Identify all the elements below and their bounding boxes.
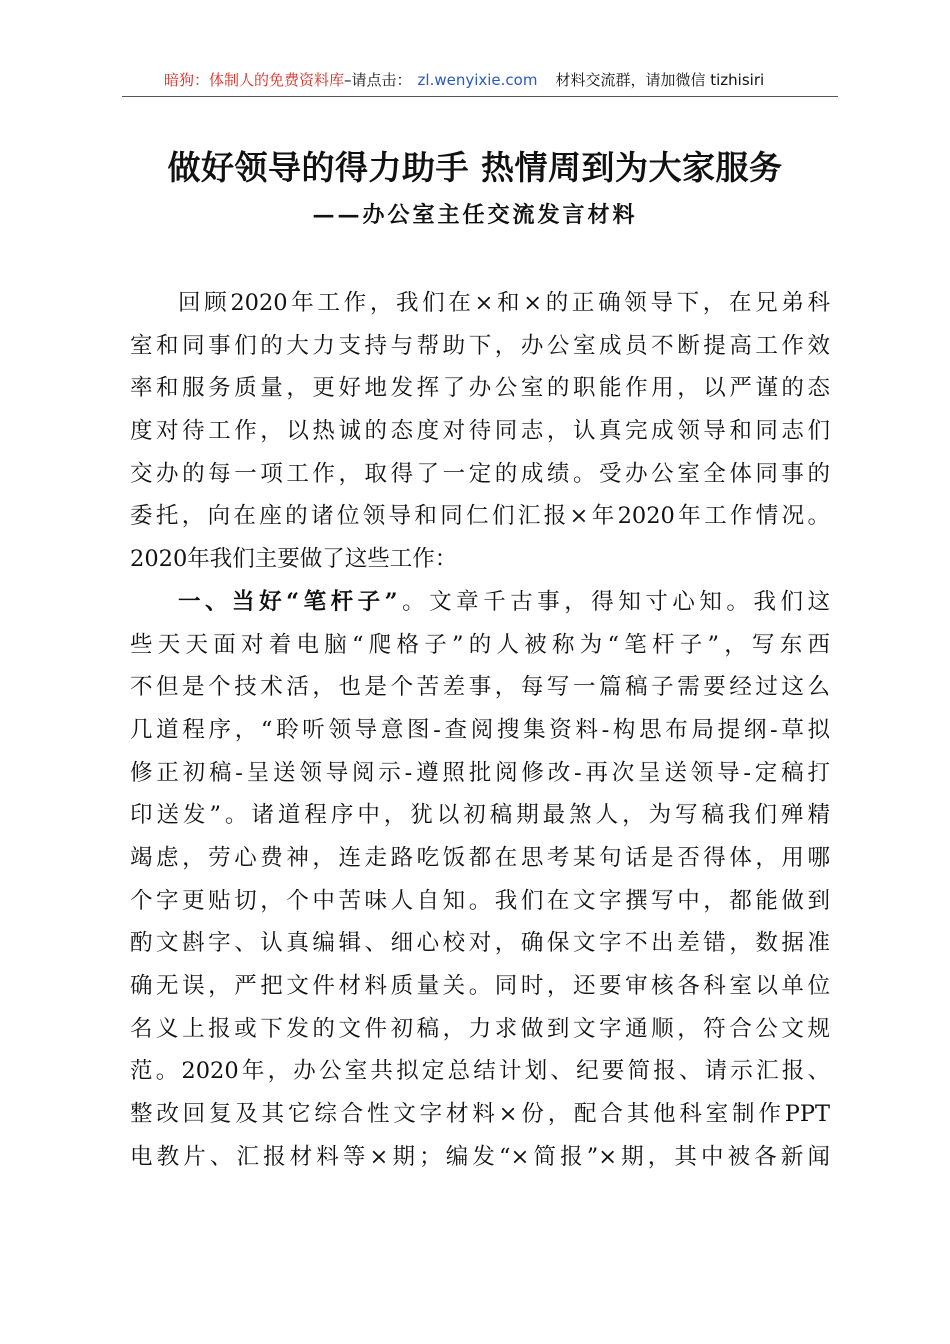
body-line: 确无误，严把文件材料质量关。同时，还要审核各科室以单位	[130, 973, 830, 999]
body-line: 范。2020年，办公室共拟定总结计划、纪要简报、请示汇报、	[130, 1058, 830, 1085]
body-line: 酌文斟字、认真编辑、细心校对，确保文字不出差错，数据准	[130, 930, 830, 957]
document-title: 做好领导的得力助手 热情周到为大家服务	[167, 148, 783, 187]
body-line: 些天天面对着电脑“爬格子”的人被称为“笔杆子”，写东西	[130, 631, 830, 658]
body-line: 修正初稿-呈送领导阅示-遵照批阅修改-再次呈送领导-定稿打	[130, 759, 830, 786]
body-line: 室和同事们的大力支持与帮助下，办公室成员不断提高工作效	[130, 332, 830, 359]
header-divider	[122, 96, 838, 97]
body-line-section-heading	[130, 581, 830, 624]
header-wechat-group: 材料交流群，请加微信 tizhisiri	[555, 71, 765, 89]
body-line: 交办的每一项工作，取得了一定的成绩。受办公室全体同事的	[130, 460, 830, 487]
document-subtitle: ——办公室主任交流发言材料	[312, 202, 638, 228]
section-heading-rest: 。文章千古事，得知寸心知。我们这	[397, 588, 830, 615]
body-line: 不但是个技术活，也是个苦差事，每写一篇稿子需要经过这么	[130, 674, 830, 701]
body-line: 竭虑，劳心费神，连走路吃饭都在思考某句话是否得体，用哪	[130, 844, 830, 871]
body-line: 回顾2020年工作，我们在×和×的正确领导下，在兄弟科	[178, 290, 830, 316]
body-line: 印送发”。诸道程序中，犹以初稿期最煞人，为写稿我们殚精	[130, 802, 830, 829]
body-line: 度对待工作，以热诚的态度对待同志，认真完成领导和同志们	[130, 418, 830, 445]
body-line: 电教片、汇报材料等×期；编发“×简报”×期，其中被各新闻	[130, 1143, 830, 1170]
body-line: 几道程序，“聆听领导意图-查阅搜集资料-构思布局提纲-草拟	[130, 716, 830, 743]
body-line: 率和服务质量，更好地发挥了办公室的职能作用，以严谨的态	[130, 375, 830, 402]
header-ad-text: 暗狗：体制人的免费资料库	[164, 71, 345, 89]
body-line: 个字更贴切，个中苦味人自知。我们在文字撰写中，都能做到	[130, 887, 830, 914]
body-line: 委托，向在座的诸位领导和同仁们汇报×年2020年工作情况。	[130, 503, 830, 530]
watermark-header	[122, 68, 838, 98]
body-line: 名义上报或下发的文件初稿，力求做到文字通顺，符合公文规	[130, 1015, 830, 1042]
body-line: 2020年我们主要做了这些工作：	[130, 546, 458, 573]
header-website-link[interactable]: zl.wenyixie.com	[417, 71, 538, 89]
document-body	[130, 282, 830, 1178]
body-line: 整改回复及其它综合性文字材料×份，配合其他科室制作PPT	[130, 1101, 830, 1128]
header-click-prompt: –请点击：	[344, 71, 412, 89]
section-heading: 一、当好“笔杆子”	[178, 588, 398, 615]
